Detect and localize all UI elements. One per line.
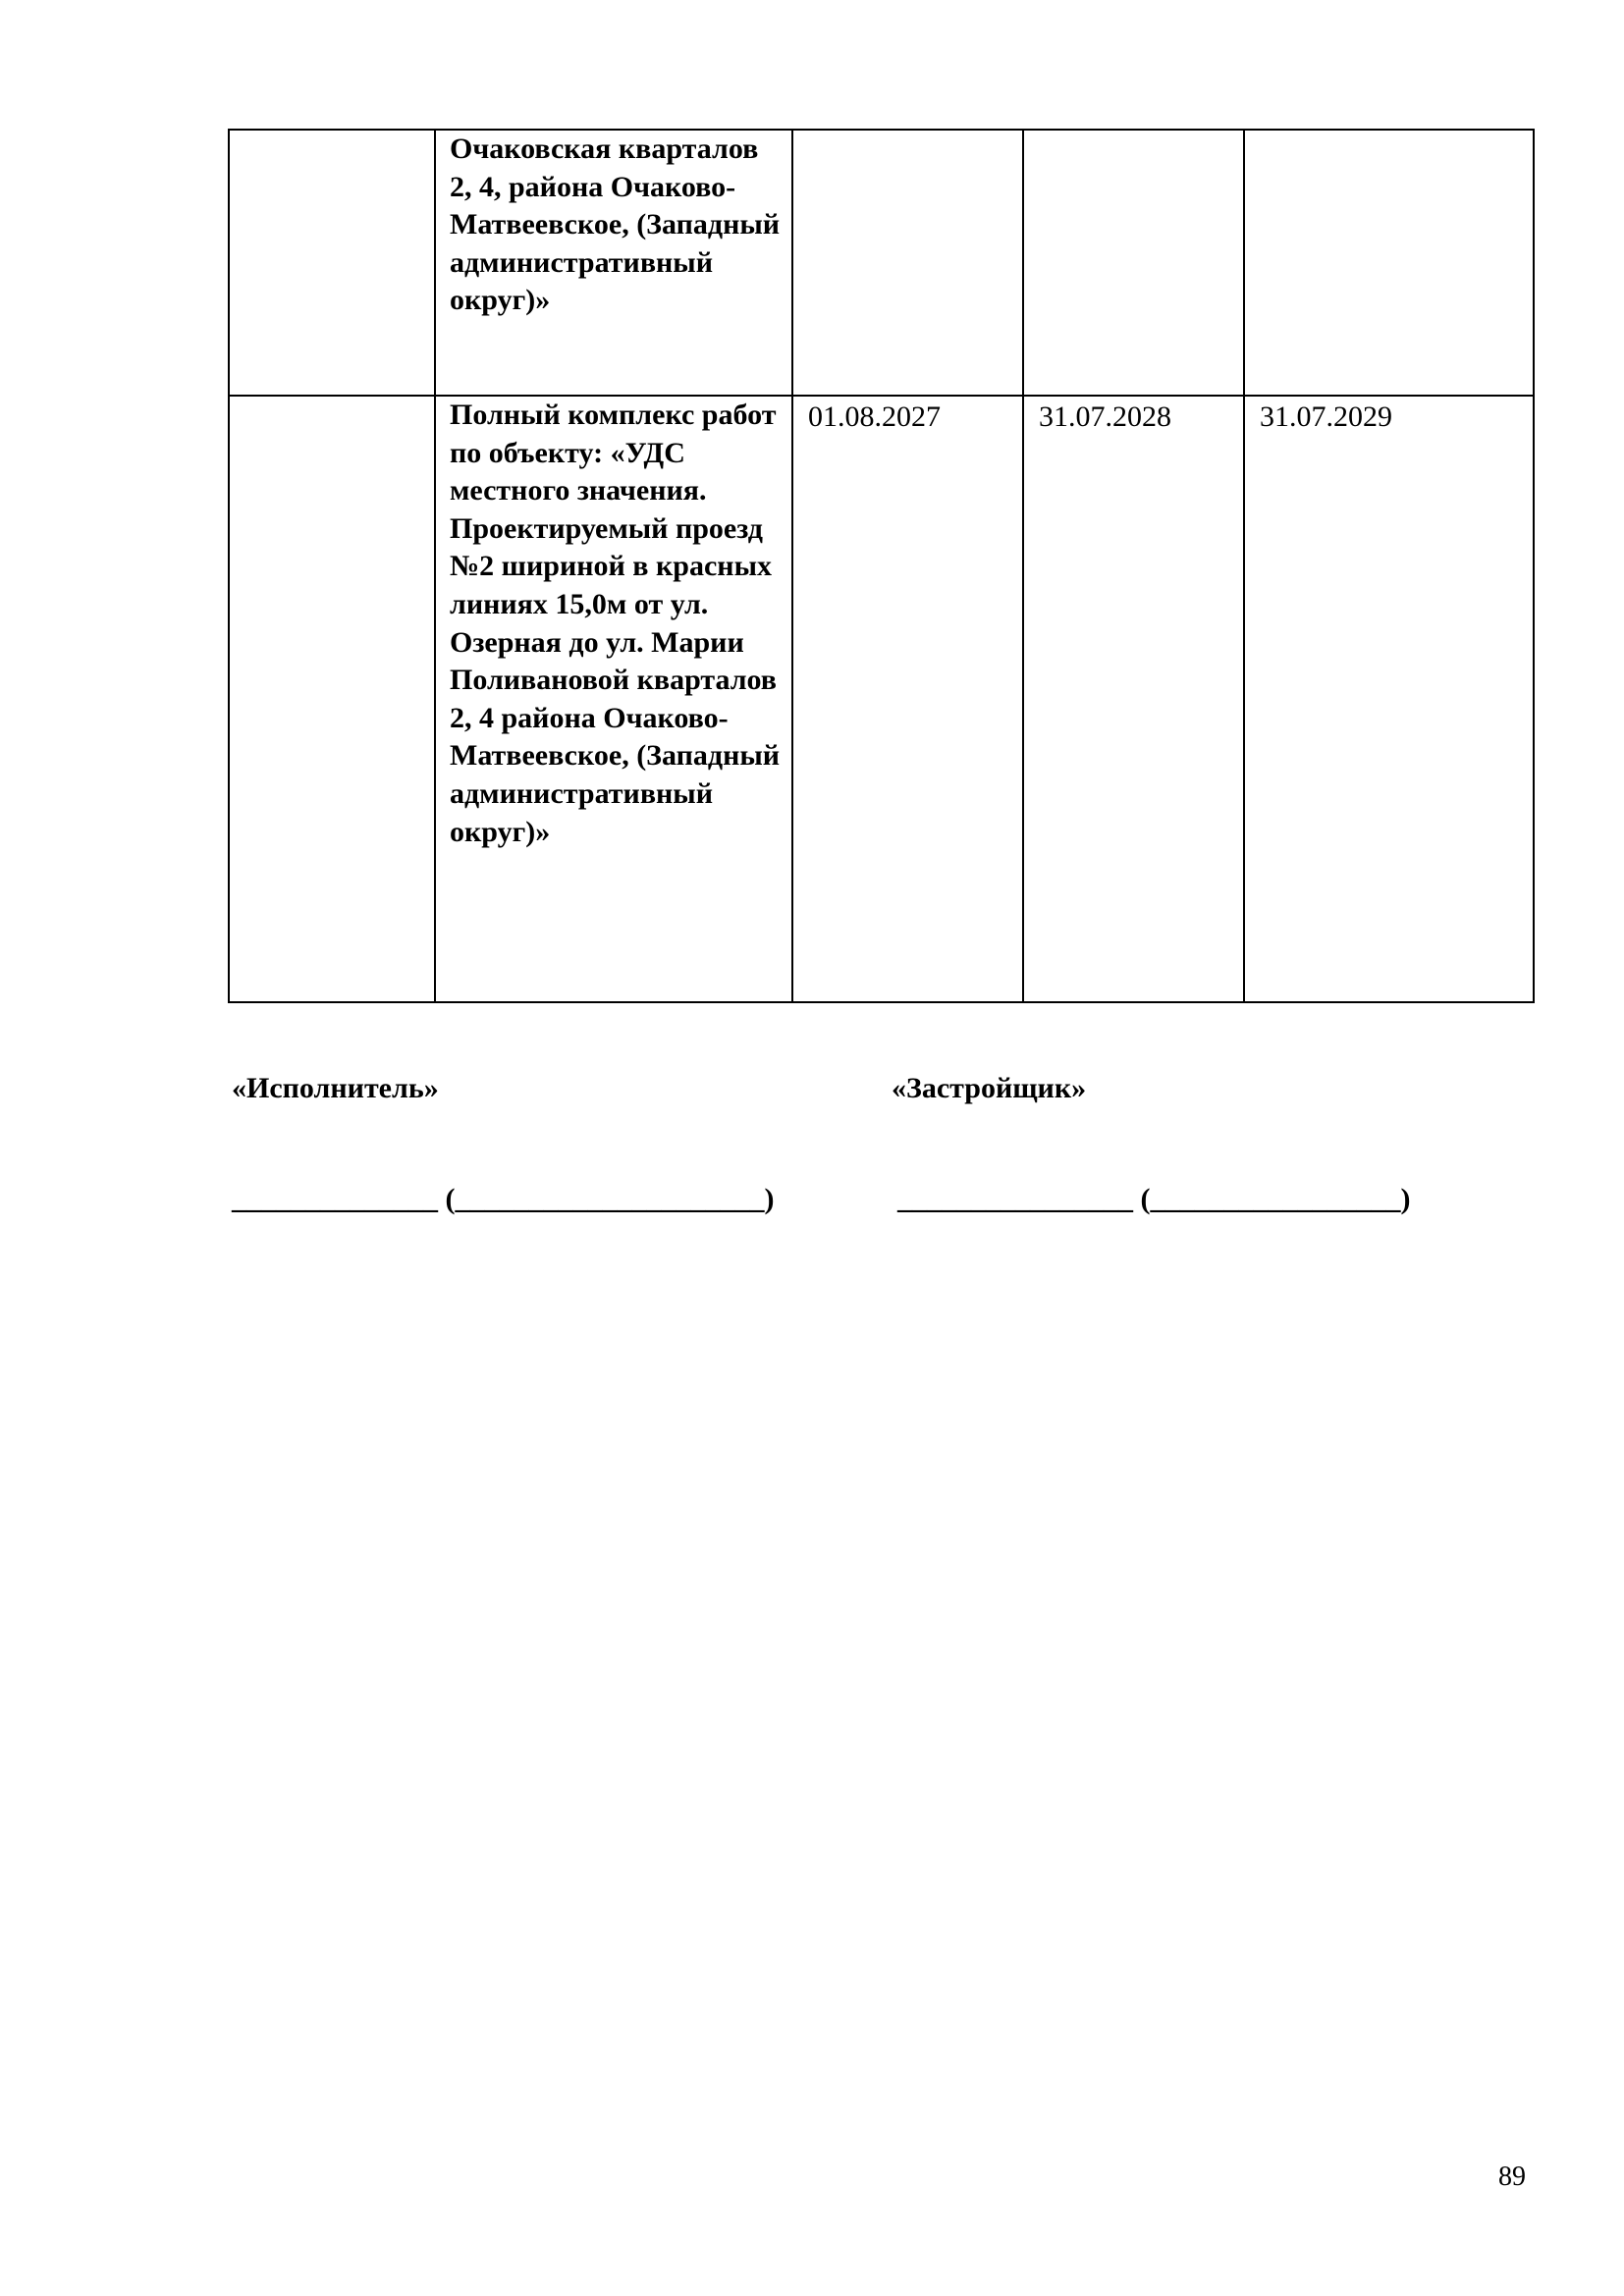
table-cell-start-date: 01.08.2027 — [792, 396, 1023, 1002]
table-cell-start-date — [792, 130, 1023, 396]
table-cell-final-date: 31.07.2029 — [1244, 396, 1534, 1002]
table-row — [229, 130, 1534, 396]
table-cell-end-date — [1023, 130, 1244, 396]
table-cell-description: Полный комплекс работ по объекту: «УДС местного значения. Проектируемый проезд №2 шириной в красных линиях 15,0м от ул. Озерная до ул. Марии Поливановой кварталов 2, 4 района Очаково-Матвеевское, (Западный административный округ)» — [435, 396, 792, 1002]
table-cell-number — [229, 396, 435, 1002]
executor-label: «Исполнитель» — [232, 1072, 439, 1104]
table-cell-end-date: 31.07.2028 — [1023, 396, 1244, 1002]
table-row — [229, 396, 1534, 1002]
table-cell-description: Очаковская кварталов 2, 4, района Очаково-Матвеевское, (Западный административный округ)» — [435, 130, 792, 396]
page-number: 89 — [1498, 2162, 1526, 2192]
developer-label: «Застройщик» — [892, 1072, 1087, 1104]
executor-signature-line: ______________ (_____________________) — [232, 1183, 775, 1215]
works-schedule-table — [228, 129, 1535, 1003]
developer-signature-line: ________________ (_________________) — [897, 1183, 1411, 1215]
table-cell-final-date — [1244, 130, 1534, 396]
table-cell-number — [229, 130, 435, 396]
